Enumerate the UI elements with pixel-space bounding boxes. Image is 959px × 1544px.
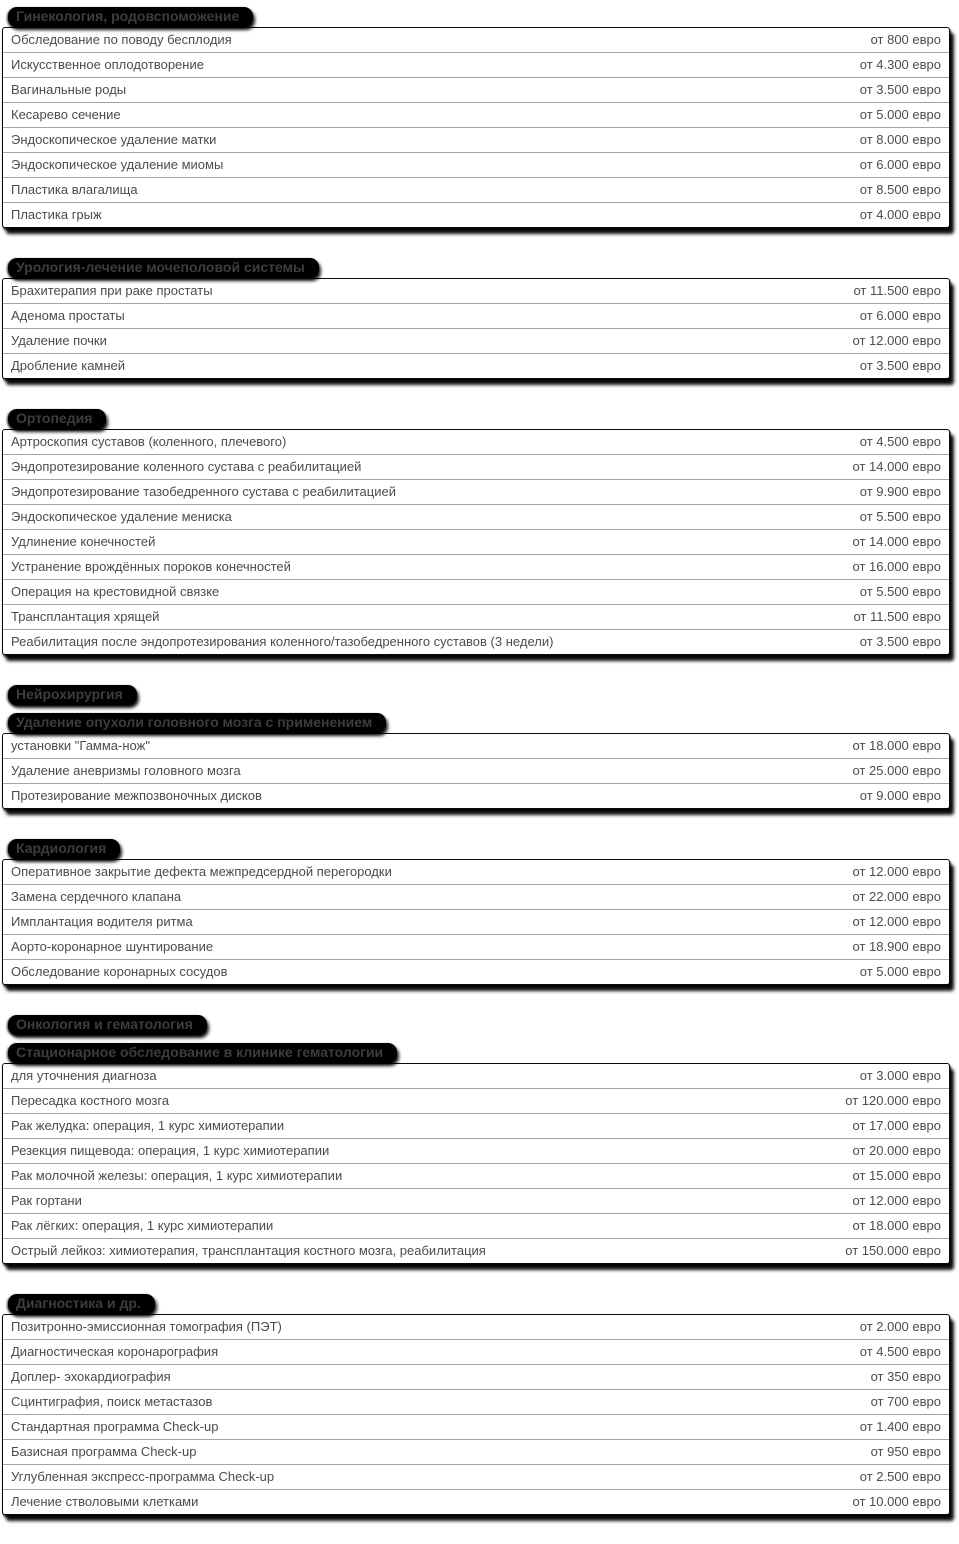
table-row [3, 910, 949, 935]
table-row [3, 1390, 949, 1415]
table-row [3, 555, 949, 580]
table-row [3, 935, 949, 960]
procedure-label: Эндопротезирование тазобедренного сустава с реабилитацией [11, 484, 396, 499]
price-table [2, 278, 950, 379]
procedure-label: Удлинение конечностей [11, 534, 156, 549]
procedure-price: от 18.000 евро [852, 1218, 941, 1233]
section-header-badge: Стационарное обследование в клинике гематологии [8, 1043, 397, 1063]
section-header-badge: Кардиология [8, 839, 120, 859]
table-row [3, 203, 949, 227]
procedure-price: от 6.000 евро [859, 308, 941, 323]
table-row [3, 605, 949, 630]
procedure-label: Пересадка костного мозга [11, 1093, 170, 1108]
price-table [2, 1063, 950, 1264]
procedure-label: Эндоскопическое удаление матки [11, 132, 217, 147]
table-row [3, 630, 949, 654]
procedure-label: Стандартная программа Check-up [11, 1419, 219, 1434]
procedure-price: от 350 евро [870, 1369, 941, 1384]
procedure-price: от 3.500 евро [859, 634, 941, 649]
procedure-label: Трансплантация хрящей [11, 609, 160, 624]
procedure-label: Лечение стволовыми клетками [11, 1494, 199, 1509]
table-row [3, 1214, 949, 1239]
procedure-label: Рак гортани [11, 1193, 82, 1208]
table-row [3, 1490, 949, 1514]
procedure-price: от 12.000 евро [852, 914, 941, 929]
table-row [3, 1440, 949, 1465]
price-section [2, 258, 950, 379]
table-row [3, 1415, 949, 1440]
procedure-label: Обследование коронарных сосудов [11, 964, 228, 979]
table-row [3, 329, 949, 354]
procedure-price: от 4.000 евро [859, 207, 941, 222]
procedure-label: Аденома простаты [11, 308, 125, 323]
procedure-price: от 5.500 евро [859, 584, 941, 599]
procedure-label: Аорто-коронарное шунтирование [11, 939, 214, 954]
procedure-label: Протезирование межпозвоночных дисков [11, 788, 262, 803]
procedure-price: от 18.000 евро [852, 738, 941, 753]
procedure-price: от 800 евро [870, 32, 941, 47]
procedure-price: от 3.500 евро [859, 82, 941, 97]
procedure-label: Артроскопия суставов (коленного, плечевого) [11, 434, 287, 449]
procedure-label: Обследование по поводу бесплодия [11, 32, 232, 47]
table-row [3, 1465, 949, 1490]
table-row [3, 505, 949, 530]
procedure-label: Углубленная экспресс-программа Check-up [11, 1469, 275, 1484]
table-row [3, 53, 949, 78]
table-row [3, 759, 949, 784]
table-row [3, 1114, 949, 1139]
table-row [3, 1340, 949, 1365]
table-row [3, 279, 949, 304]
procedure-price: от 9.000 евро [859, 788, 941, 803]
procedure-price: от 4.300 евро [859, 57, 941, 72]
price-section [2, 1294, 950, 1515]
section-header-badge: Ортопедия [8, 409, 106, 429]
procedure-price: от 150.000 евро [845, 1243, 941, 1258]
procedure-price: от 15.000 евро [852, 1168, 941, 1183]
table-row [3, 1365, 949, 1390]
procedure-price: от 2.000 евро [859, 1319, 941, 1334]
procedure-price: от 25.000 евро [852, 763, 941, 778]
procedure-label: Брахитерапия при раке простаты [11, 283, 213, 298]
price-table [2, 733, 950, 809]
section-header-badge: Гинекология, родовспоможение [8, 7, 253, 27]
procedure-label: Вагинальные роды [11, 82, 127, 97]
price-section [2, 7, 950, 228]
table-row [3, 354, 949, 378]
table-row [3, 78, 949, 103]
procedure-label: Сцинтиграфия, поиск метастазов [11, 1394, 213, 1409]
price-table [2, 429, 950, 655]
procedure-price: от 6.000 евро [859, 157, 941, 172]
section-header-badge: Диагностика и др. [8, 1294, 155, 1314]
procedure-price: от 14.000 евро [852, 534, 941, 549]
procedure-price: от 5.500 евро [859, 509, 941, 524]
procedure-price: от 4.500 евро [859, 1344, 941, 1359]
price-table [2, 1314, 950, 1515]
procedure-price: от 14.000 евро [852, 459, 941, 474]
procedure-label: Кесарево сечение [11, 107, 121, 122]
procedure-price: от 8.500 евро [859, 182, 941, 197]
procedure-label: Диагностическая коронарография [11, 1344, 219, 1359]
procedure-label: Удаление аневризмы головного мозга [11, 763, 241, 778]
price-list [2, 7, 950, 1515]
procedure-price: от 5.000 евро [859, 964, 941, 979]
price-section [2, 409, 950, 655]
table-row [3, 860, 949, 885]
table-row [3, 103, 949, 128]
section-header-badge: Онкология и гематология [8, 1015, 207, 1035]
procedure-label: Эндоскопическое удаление мениска [11, 509, 232, 524]
price-table [2, 859, 950, 985]
procedure-label: Рак молочной железы: операция, 1 курс химиотерапии [11, 1168, 343, 1183]
table-row [3, 1139, 949, 1164]
procedure-price: от 16.000 евро [852, 559, 941, 574]
procedure-label: Замена сердечного клапана [11, 889, 182, 904]
table-row [3, 784, 949, 808]
procedure-label: Устранение врождённых пороков конечностей [11, 559, 291, 574]
procedure-label: Дробление камней [11, 358, 126, 373]
procedure-price: от 4.500 евро [859, 434, 941, 449]
price-section [2, 1015, 950, 1264]
procedure-price: от 12.000 евро [852, 1193, 941, 1208]
procedure-label: установки "Гамма-нож" [11, 738, 150, 753]
procedure-price: от 700 евро [870, 1394, 941, 1409]
procedure-price: от 950 евро [870, 1444, 941, 1459]
procedure-price: от 120.000 евро [845, 1093, 941, 1108]
table-row [3, 28, 949, 53]
procedure-price: от 17.000 евро [852, 1118, 941, 1133]
procedure-price: от 12.000 евро [852, 333, 941, 348]
procedure-label: Эндопротезирование коленного сустава с реабилитацией [11, 459, 362, 474]
procedure-label: Пластика грыж [11, 207, 102, 222]
price-section [2, 839, 950, 985]
table-row [3, 480, 949, 505]
procedure-price: от 18.900 евро [852, 939, 941, 954]
procedure-price: от 12.000 евро [852, 864, 941, 879]
procedure-label: Оперативное закрытие дефекта межпредсердной перегородки [11, 864, 392, 879]
procedure-label: Искусственное оплодотворение [11, 57, 204, 72]
procedure-label: Доплер- эхокардиография [11, 1369, 171, 1384]
section-header-badge: Нейрохирургия [8, 685, 137, 705]
table-row [3, 304, 949, 329]
price-table [2, 27, 950, 228]
procedure-label: Позитронно-эмиссионная томография (ПЭТ) [11, 1319, 282, 1334]
procedure-label: Операция на крестовидной связке [11, 584, 220, 599]
procedure-label: Рак желудка: операция, 1 курс химиотерапии [11, 1118, 285, 1133]
procedure-price: от 10.000 евро [852, 1494, 941, 1509]
procedure-price: от 3.000 евро [859, 1068, 941, 1083]
procedure-label: Эндоскопическое удаление миомы [11, 157, 224, 172]
table-row [3, 1315, 949, 1340]
table-row [3, 734, 949, 759]
procedure-label: Реабилитация после эндопротезирования коленного/тазобедренного суставов (3 недели) [11, 634, 554, 649]
table-row [3, 1164, 949, 1189]
procedure-label: Базисная программа Check-up [11, 1444, 197, 1459]
procedure-label: Рак лёгких: операция, 1 курс химиотерапии [11, 1218, 274, 1233]
procedure-label: для уточнения диагноза [11, 1068, 157, 1083]
procedure-price: от 11.500 евро [853, 609, 941, 624]
table-row [3, 1089, 949, 1114]
table-row [3, 455, 949, 480]
procedure-label: Пластика влагалища [11, 182, 138, 197]
table-row [3, 1189, 949, 1214]
procedure-price: от 1.400 евро [859, 1419, 941, 1434]
section-header-badge: Удаление опухоли головного мозга с применением [8, 713, 386, 733]
table-row [3, 885, 949, 910]
procedure-label: Острый лейкоз: химиотерапия, трансплантация костного мозга, реабилитация [11, 1243, 486, 1258]
table-row [3, 1064, 949, 1089]
table-row [3, 178, 949, 203]
procedure-price: от 22.000 евро [852, 889, 941, 904]
procedure-price: от 20.000 евро [852, 1143, 941, 1158]
procedure-label: Резекция пищевода: операция, 1 курс химиотерапии [11, 1143, 330, 1158]
table-row [3, 430, 949, 455]
table-row [3, 128, 949, 153]
procedure-label: Имплантация водителя ритма [11, 914, 193, 929]
procedure-price: от 8.000 евро [859, 132, 941, 147]
procedure-price: от 2.500 евро [859, 1469, 941, 1484]
procedure-label: Удаление почки [11, 333, 107, 348]
table-row [3, 960, 949, 984]
procedure-price: от 11.500 евро [853, 283, 941, 298]
table-row [3, 580, 949, 605]
section-header-badge: Урология-лечение мочеполовой системы [8, 258, 319, 278]
table-row [3, 153, 949, 178]
table-row [3, 530, 949, 555]
procedure-price: от 9.900 евро [859, 484, 941, 499]
procedure-price: от 5.000 евро [859, 107, 941, 122]
price-section [2, 685, 950, 809]
table-row [3, 1239, 949, 1263]
procedure-price: от 3.500 евро [859, 358, 941, 373]
